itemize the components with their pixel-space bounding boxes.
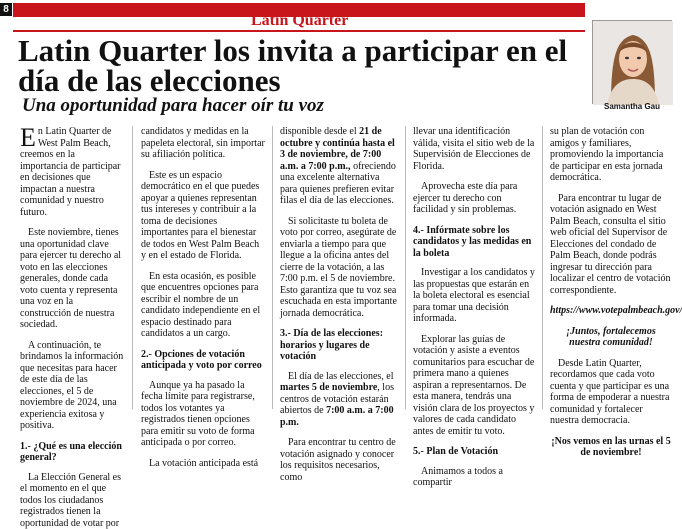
- author-portrait-image: [593, 21, 673, 105]
- article-column-4: [413, 126, 536, 409]
- website-link[interactable]: https://www.votepalmbeach.gov/: [550, 305, 672, 317]
- column-divider: [132, 126, 133, 409]
- paragraph: Para encontrar tu lugar de votación asignado en West Palm Beach, consulta el sitio web oficial del Supervisor de Elecciones del condado de Palm Beach, donde podrás ingresar tu dirección para localizar el centro de votación correspondiente.: [550, 193, 672, 297]
- paragraph: candidatos y medidas en la papeleta electoral, sin importar su afiliación política.: [141, 126, 265, 161]
- closing-line: ¡Nos vemos en las urnas el 5 de noviembre!: [550, 436, 672, 459]
- paragraph: La votación anticipada está: [141, 458, 265, 470]
- subheadline: Una oportunidad para hacer oír tu voz: [22, 95, 324, 117]
- headline: Latin Quarter los invita a participar en el día de las elecciones: [18, 36, 578, 96]
- article-column-1: [20, 126, 125, 409]
- section-heading-2: 2.- Opciones de votación anticipada y voto por correo: [141, 349, 265, 372]
- intro-paragraph: En Latin Quarter de West Palm Beach, creemos en la importancia de participar en decisiones que impactan a nuestra comunidad y nuestro futuro.: [20, 126, 125, 218]
- header-rule: [13, 30, 585, 32]
- paragraph: Investigar a los candidatos y las propuestas que estarán en la boleta electoral es esencial para tomar una decisión informada.: [413, 267, 536, 325]
- article-column-5: [550, 126, 672, 409]
- article-column-2: [141, 126, 265, 409]
- paragraph: Animamos a todos a compartir: [413, 466, 536, 489]
- paragraph: su plan de votación con amigos y familiares, promoviendo la importancia de participar en esta jornada democrática.: [550, 126, 672, 184]
- paragraph: El día de las elecciones, el martes 5 de noviembre, los centros de votación estarán abiertos de 7:00 a.m. a 7:00 p.m.: [280, 371, 398, 429]
- section-heading-4: 4.- Infórmate sobre los candidatos y las medidas en la boleta: [413, 225, 536, 260]
- article-column-3: [280, 126, 398, 409]
- paragraph: Explorar las guías de votación y asiste a eventos comunitarios para escuchar de primera mano a quienes aspiran a representarnos. De esta manera, tendrás una visión clara de los proyectos y valores de cada candidato antes de emitir tu voto.: [413, 334, 536, 438]
- column-divider: [542, 126, 543, 409]
- page-number: 8: [0, 3, 12, 16]
- paragraph: En esta ocasión, es posible que encuentres opciones para escribir el nombre de un candidato independiente en el espacio destinado para candidatos a un cargo.: [141, 271, 265, 340]
- paragraph: La Elección General es el momento en el que todos los ciudadanos registrados tienen la oportunidad de votar por: [20, 472, 125, 529]
- author-name: Samantha Gau: [592, 102, 672, 111]
- paragraph: A continuación, te brindamos la información que necesitas para hacer de este día de las elecciones, el 5 de noviembre de 2024, una experiencia exitosa y positiva.: [20, 340, 125, 432]
- section-title: Latin Quarter: [251, 12, 348, 30]
- paragraph: Este noviembre, tienes una oportunidad clave para ejercer tu derecho al voto en las elecciones generales, donde cada voto cuenta y representa una voz en la construcción de nuestra sociedad.: [20, 227, 125, 331]
- paragraph: Si solicitaste tu boleta de voto por correo, asegúrate de enviarla a tiempo para que llegue a la oficina antes del cierre de la votación, a las 7:00 p.m. el 5 de noviembre. Esto garantiza que tu voz sea escuchada en esta importante jornada democrática.: [280, 216, 398, 320]
- paragraph: disponible desde el 21 de octubre y continúa hasta el 3 de noviembre, de 7:00 a.m. a 7:00 p.m., ofreciendo una excelente alternativa para quienes prefieren evitar filas el día de las elecciones.: [280, 126, 398, 207]
- slogan: ¡Juntos, fortalecemos nuestra comunidad!: [550, 326, 672, 349]
- paragraph: Aunque ya ha pasado la fecha límite para registrarse, todos los votantes ya registrados tienen opciones para emitir su voto de forma anticipada o por correo.: [141, 380, 265, 449]
- section-heading-5: 5.- Plan de Votación: [413, 446, 536, 458]
- paragraph: Para encontrar tu centro de votación asignado y conocer los requisitos necesarios, como: [280, 437, 398, 483]
- paragraph: llevar una identificación válida, visita el sitio web de la Supervisión de Elecciones de Florida.: [413, 126, 536, 172]
- section-heading-1: 1.- ¿Qué es una elección general?: [20, 441, 125, 464]
- paragraph: Desde Latin Quarter, recordamos que cada voto cuenta y que participar es una forma de empoderar a nuestra comunidad y fortalecer nuestra democracia.: [550, 358, 672, 427]
- section-heading-3: 3.- Día de las elecciones: horarios y lugares de votación: [280, 328, 398, 363]
- column-divider: [405, 126, 406, 409]
- paragraph: Este es un espacio democrático en el que puedes apoyar a quienes representan tus intereses y contribuir a la toma de decisiones importantes para el bienestar de todos en West Palm Beach y en el estado de Florida.: [141, 170, 265, 262]
- column-divider: [272, 126, 273, 409]
- paragraph: Aprovecha este día para ejercer tu derecho con facilidad y sin problemas.: [413, 181, 536, 216]
- drop-cap: E: [20, 127, 36, 149]
- author-photo: [592, 20, 672, 104]
